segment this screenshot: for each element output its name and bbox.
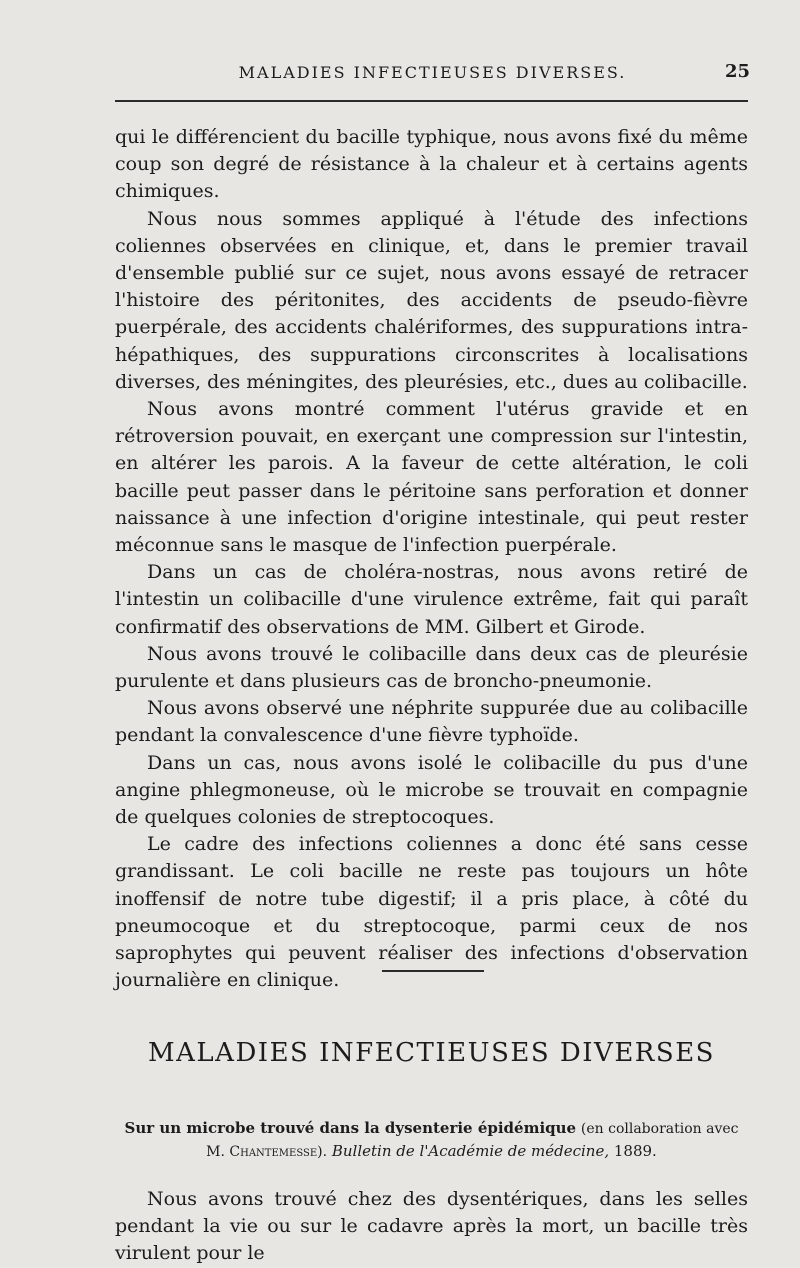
paragraph: Nous avons trouvé le colibacille dans deux cas de pleurésie purulente et dans plusieurs cas de broncho-pneumonie. <box>115 642 748 693</box>
paragraph: qui le différencient du bacille typhique, nous avons fixé du même coup son degré de résistance à la chaleur et à certains agents chimiques. <box>115 126 748 203</box>
entry-title: Sur un microbe trouvé dans la dysenterie épidémique <box>124 1119 577 1137</box>
bibliography-entry <box>115 1117 748 1163</box>
paragraph: Nous avons montré comment l'utérus gravide et en rétroversion pouvait, en exerçant une compression sur l'intestin, en altérer les parois. A la faveur de cette altération, le coli bacille peut passer dans le péritoine sans perforation et donner naissance à une infection d'origine intestinale, qui peut rester méconnue sans le masque de l'infection puerpérale. <box>115 398 748 557</box>
collab-open: (en collaboration avec M. <box>206 1121 739 1160</box>
paragraph: Nous avons trouvé chez des dysentériques, dans les selles pendant la vie ou sur le cadavre après la mort, un bacille très virulent pour le <box>115 1188 748 1265</box>
paragraph: Nous nous sommes appliqué à l'étude des infections coliennes observées en clinique, et, dans le premier travail d'ensemble publié sur ce sujet, nous avons essayé de retracer l'histoire des péritonites, des accidents de pseudo-fièvre puerpérale, des accidents chalériformes, des suppurations intra-hépathiques, des suppurations circonscrites à localisations diverses, des méningites, des pleurésies, etc., dues au colibacille. <box>115 207 748 393</box>
collab-close: ). <box>317 1144 328 1160</box>
section-text <box>115 1186 748 1268</box>
journal-name: Bulletin de l'Académie de médecine, <box>331 1142 610 1160</box>
section-title: MALADIES INFECTIEUSES DIVERSES <box>148 1038 715 1068</box>
paragraph: Dans un cas, nous avons isolé le colibacille du pus d'une angine phlegmoneuse, où le microbe se trouvait en compagnie de quelques colonies de streptocoques. <box>115 751 748 829</box>
section-separator <box>382 970 484 972</box>
page-number: 25 <box>724 61 750 82</box>
collaborator-name: Chantemesse <box>229 1144 318 1160</box>
paragraph: Dans un cas de choléra-nostras, nous avons retiré de l'intestin un colibacille d'une virulence extrême, fait qui paraît confirmatif des observations de MM. Gilbert et Girode. <box>115 561 748 638</box>
body-text <box>115 124 748 995</box>
paragraph: Nous avons observé une néphrite suppurée due au colibacille pendant la convalescence d'une fièvre typhoïde. <box>115 697 748 747</box>
paragraph: Le cadre des infections coliennes a donc été sans cesse grandissant. Le coli bacille ne reste pas toujours un hôte inoffensif de notre tube digestif; il a pris place, à côté du pneumocoque et du streptocoque, parmi ceux de nos saprophytes qui peuvent réaliser des infections d'observation journalière en clinique. <box>115 833 748 992</box>
running-title: MALADIES INFECTIEUSES DIVERSES. <box>238 63 627 82</box>
header-rule <box>115 100 748 102</box>
entry-year: 1889. <box>613 1142 657 1160</box>
running-head <box>115 57 750 87</box>
